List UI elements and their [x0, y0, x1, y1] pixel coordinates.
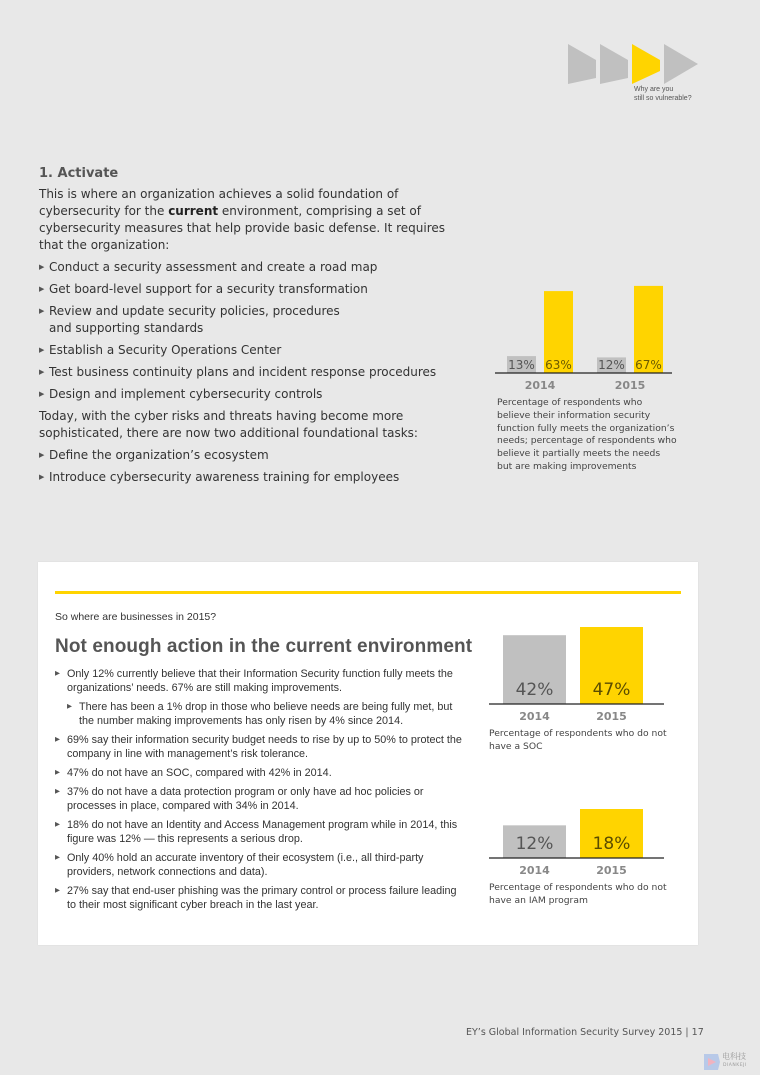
intro-bold-word: current — [168, 204, 219, 218]
x-tick-label: 2015 — [614, 379, 646, 392]
bullet-icon: ▶ — [39, 390, 45, 398]
bar-value-label: 12% — [515, 834, 554, 854]
card-subtitle: So where are businesses in 2015? — [55, 611, 217, 623]
bullet-icon: ▶ — [55, 854, 60, 861]
tagline-line-1: Why are you — [634, 86, 674, 93]
foundational-bullet: ▶ Define the organization’s ecosystem — [39, 448, 269, 462]
bullet-icon: ▶ — [55, 769, 60, 776]
finding-bullet: ▶ 18% do not have an Identity and Access Management program while in 2014, this figure was 12% — this represents a serious drop. — [55, 819, 458, 845]
bar-value-label: 67% — [635, 358, 662, 372]
tagline-line-2: still so vulnerable? — [634, 94, 692, 102]
chart-1-caption: Percentage of respondents who believe their information security function fully meets the organization’s needs; percentage of respondents who believe it partially meets the needs but are making improvements — [497, 397, 677, 472]
finding-sub-bullet: ▶ There has been a 1% drop in those who believe needs are being fully met, but the number making improvements has only risen by 4% since 2014. — [67, 701, 453, 727]
foundational-bullet: ▶ Introduce cybersecurity awareness training for employees — [39, 470, 400, 484]
watermark-title: 电科技 — [722, 1052, 746, 1061]
x-tick-label: 2015 — [596, 710, 627, 723]
arrow-step-4-icon — [664, 44, 698, 84]
bullet-icon: ▶ — [39, 473, 45, 481]
findings-list — [55, 667, 465, 917]
bullet-icon: ▶ — [39, 346, 45, 354]
arrow-step-3-active-icon — [632, 44, 660, 84]
finding-bullet: ▶ Only 40% hold an accurate inventory of their ecosystem (i.e., all third-party providers, network connections and data). — [55, 852, 424, 878]
finding-bullet: ▶ 69% say their information security budget needs to rise by up to 50% to protect the company in line with management’s risk tolerance. — [55, 734, 462, 760]
section-paragraph-2: Today, with the cyber risks and threats having become more sophisticated, there are now two additional foundational tasks: — [39, 409, 418, 440]
bar-value-label: 47% — [592, 680, 631, 700]
card-accent-rule — [55, 591, 681, 594]
page-footer: EY’s Global Information Security Survey 2015 | 17 — [466, 1027, 704, 1038]
bar-value-label: 12% — [598, 358, 625, 372]
card-headline: Not enough action in the current environment — [55, 636, 473, 657]
x-tick-label: 2015 — [596, 864, 627, 875]
bullet-icon: ▶ — [39, 285, 45, 293]
finding-bullet: ▶ Only 12% currently believe that their Information Security function fully meets the organizations’ needs. 67% are still making improvements. — [55, 668, 453, 694]
bullet-icon: ▶ — [55, 887, 60, 894]
finding-bullet: ▶ 37% do not have a data protection program or only have ad hoc policies or processes in place, compared with 34% in 2014. — [55, 786, 424, 812]
x-tick-label: 2014 — [519, 864, 550, 875]
arrow-step-1-icon — [568, 44, 596, 84]
bar-value-label: 63% — [545, 358, 572, 372]
section-progress-arrows — [568, 44, 702, 84]
bullet-icon: ▶ — [55, 788, 60, 795]
bullet-icon: ▶ — [67, 703, 72, 710]
finding-bullet: ▶ 47% do not have an SOC, compared with 42% in 2014. — [55, 767, 332, 779]
activate-bullet: ▶ Establish a Security Operations Center — [39, 343, 282, 357]
bullet-icon: ▶ — [39, 451, 45, 459]
activate-bullet: ▶ Review and update security policies, procedures and supporting standards — [39, 304, 340, 335]
bullet-icon: ▶ — [39, 368, 45, 376]
watermark-subtitle: DIANKEJI — [723, 1063, 747, 1068]
bullet-icon: ▶ — [39, 263, 45, 271]
section-body — [39, 186, 464, 491]
section-title: 1. Activate — [39, 166, 119, 181]
activate-bullet: ▶ Conduct a security assessment and create a road map — [39, 260, 378, 274]
finding-bullet: ▶ 27% say that end-user phishing was the primary control or process failure leading to their most significant cyber breach in the last year. — [55, 885, 457, 911]
bullet-icon: ▶ — [55, 736, 60, 743]
section-intro — [39, 186, 464, 254]
bar-value-label: 42% — [515, 680, 554, 700]
bar-value-label: 13% — [508, 358, 535, 372]
x-tick-label: 2014 — [524, 379, 556, 392]
arrow-step-2-icon — [600, 44, 628, 84]
bar-value-label: 18% — [592, 834, 631, 854]
chart-2-caption: Percentage of respondents who do not have a SOC — [489, 728, 667, 752]
bullet-icon: ▶ — [55, 670, 60, 677]
chart-no-iam — [484, 800, 674, 875]
bullet-icon: ▶ — [55, 821, 60, 828]
intro-text-pre: This is where an organization achieves a solid foundation of cybersecurity for the — [39, 187, 399, 218]
intro-text-post: environment, comprising a set of cybersecurity measures that help provide basic defense. It requires that the organization: — [39, 204, 445, 252]
bullet-icon: ▶ — [39, 307, 45, 315]
tagline — [634, 86, 692, 103]
activate-bullet: ▶ Design and implement cybersecurity controls — [39, 387, 323, 401]
chart-3-caption: Percentage of respondents who do not have an IAM program — [489, 882, 667, 906]
chart-no-soc — [484, 615, 674, 730]
x-tick-label: 2014 — [519, 710, 550, 723]
activate-bullet: ▶ Get board-level support for a security transformation — [39, 282, 368, 296]
activate-bullet: ▶ Test business continuity plans and incident response procedures — [39, 365, 437, 379]
chart-isf-meets-needs — [490, 270, 690, 400]
